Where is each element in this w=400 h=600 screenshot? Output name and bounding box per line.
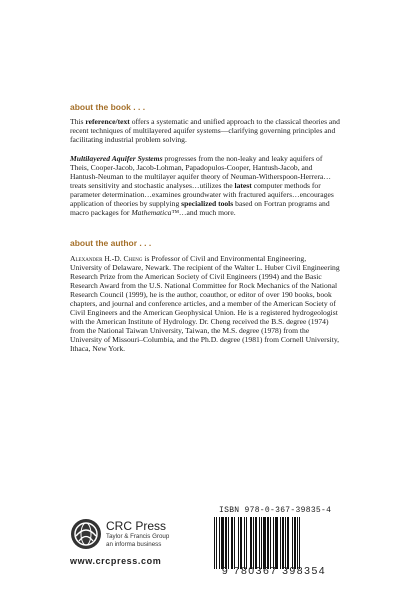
barcode-number: 9 780367 398354 — [221, 565, 327, 577]
author-bio-paragraph: Alexander H.-D. Cheng is Professor of Civil and Environmental Engineering, University of Delaware, Newark. The recipient of the Walter L. Huber Civil Engineering Research Prize from the American Society of Civil Engineers (1994) and the Basic Research Award from the U.S. National Committee for Rock Mechanics of the National Research Council (1999), he is the author, coauthor, or editor of over 190 books, book chapters, and journal and conference articles, and a member of the American Society of Civil Engineers and the American Geophysical Union. He is a registered hydrogeologist with the American Institute of Hydrology. Dr. Cheng received the B.S. degree (1974) from the National Taiwan University, Taiwan, the M.S. degree (1978) from the University of Missouri–Columbia, and the Ph.D. degree (1981) from Cornell University, Ithaca, New York. — [70, 254, 340, 353]
about-book-heading: about the book . . . — [70, 102, 146, 112]
publisher-name: CRC Press — [106, 519, 167, 533]
publisher-website: www.crcpress.com — [70, 556, 162, 566]
publisher-tagline: an informa business — [106, 541, 162, 548]
author-name: Alexander H.-D. Cheng — [70, 254, 143, 263]
book-content-paragraph: Multilayered Aquifer Systems progresses from the non-leaky and leaky aquifers of Theis, Cooper-Jacob, Jacob-Lohman, Papadopulos-Cooper, Hantush-Jacob, and Hantush-Neuman to the multilayer aquifer theory of Neuman-Witherspoon-Herrera…treats sensitivity and stochastic analyses…utilizes the latest computer methods for parameter determination…examines groundwater with fractured aquifers…encourages application of theories by supplying specialized tools based on Fortran programs and macro packages for Mathematica™…and much more. — [70, 154, 334, 217]
isbn-barcode — [212, 517, 336, 569]
isbn-text: ISBN 978-0-367-39835-4 — [219, 506, 332, 515]
publisher-group: Taylor & Francis Group — [106, 533, 170, 540]
book-description-paragraph: This reference/text offers a systematic and unified approach to the classical theories and recent techniques of multilayered aquifer systems—clarifying governing principles and facilitating industrial problem solving. — [70, 117, 340, 144]
crc-globe-icon — [70, 518, 102, 550]
about-author-heading: about the author . . . — [70, 238, 152, 248]
publisher-brand — [106, 519, 169, 549]
